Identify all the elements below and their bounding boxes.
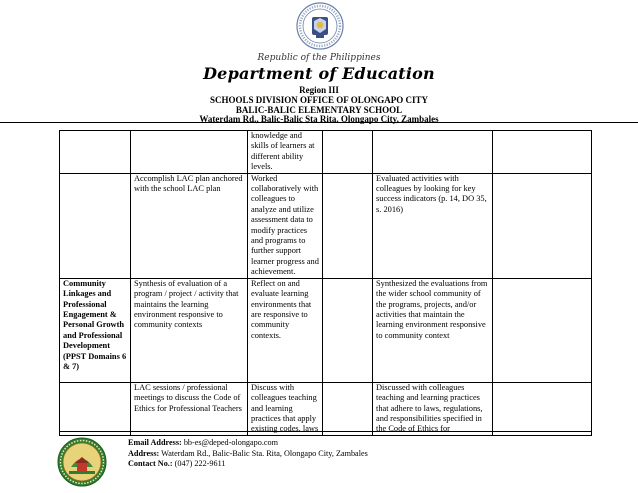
school-name: BALIC-BALIC ELEMENTARY SCHOOL [235,105,403,115]
contact-label: Contact No.: [128,459,173,468]
description-cell: Worked collaboratively with colleagues to analyze and utilize assessment data to modify practices and programs to further support learner progress and achievement. [248,173,323,278]
table-row [60,278,592,382]
blank-cell [323,278,373,382]
school-address: Waterdam Rd., Balic-Balic Sta Rita. Olongapo City, Zambales [199,114,439,124]
activity-cell: Synthesis of evaluation of a program / project / activity that maintains the learning environment responsive to community contexts [131,278,248,382]
footer-address-line [128,449,368,460]
contact-value: (047) 222-9611 [174,459,226,468]
table-row [60,382,592,435]
area-cell [60,173,131,278]
area-cell [60,382,131,435]
blank-cell [493,382,592,435]
description-cell: knowledge and skills of learners at different ability levels. [248,131,323,174]
description-cell: Discuss with colleagues teaching and learning practices that apply existing codes, laws [248,382,323,435]
evidence-cell: Discussed with colleagues teaching and learning practices that adhere to laws, regulations, and responsibilities specified in the Code of Ethics for [373,382,493,435]
region-text: Region III [299,85,339,95]
evidence-cell [373,131,493,174]
footer-email-line [128,438,368,449]
evidence-cell: Synthesized the evaluations from the wider school community of the programs, projects, and/or activities that maintain the learning environment responsive to community context [373,278,493,382]
department-title: Department of Education [203,64,435,83]
area-cell: Community Linkages and Professional Engagement & Personal Growth and Professional Development (PPST Domains 6 & 7) [60,278,131,382]
table-row [60,131,592,174]
blank-cell [493,131,592,174]
blank-cell [323,173,373,278]
header-divider [0,122,638,123]
blank-cell [323,131,373,174]
footer-divider [59,431,591,432]
republic-text: Republic of the Philippines [257,53,381,63]
evidence-cell: Evaluated activities with colleagues by looking for key success indicators (p. 14, DO 35, s. 2016) [373,173,493,278]
division-text: SCHOOLS DIVISION OFFICE OF OLONGAPO CITY [210,95,428,105]
description-cell: Reflect on and evaluate learning environments that are responsive to community contexts. [248,278,323,382]
footer-contact-line [128,459,368,470]
area-cell [60,131,131,174]
activity-cell [131,131,248,174]
activity-cell: LAC sessions / professional meetings to discuss the Code of Ethics for Professional Teachers [131,382,248,435]
school-logo-icon [57,437,107,487]
address-value: Waterdam Rd., Balic-Balic Sta. Rita, Olongapo City, Zambales [161,448,368,458]
email-label: Email Address: [128,438,182,447]
table-row [60,173,592,278]
activity-cell: Accomplish LAC plan anchored with the school LAC plan [131,173,248,278]
blank-cell [323,382,373,435]
email-value[interactable]: bb-es@deped-olongapo.com [183,438,278,447]
blank-cell [493,173,592,278]
footer-contact [128,438,368,470]
development-plan-table [59,130,592,436]
address-label: Address: [128,448,160,458]
blank-cell [493,278,592,382]
deped-seal-icon [296,2,344,50]
